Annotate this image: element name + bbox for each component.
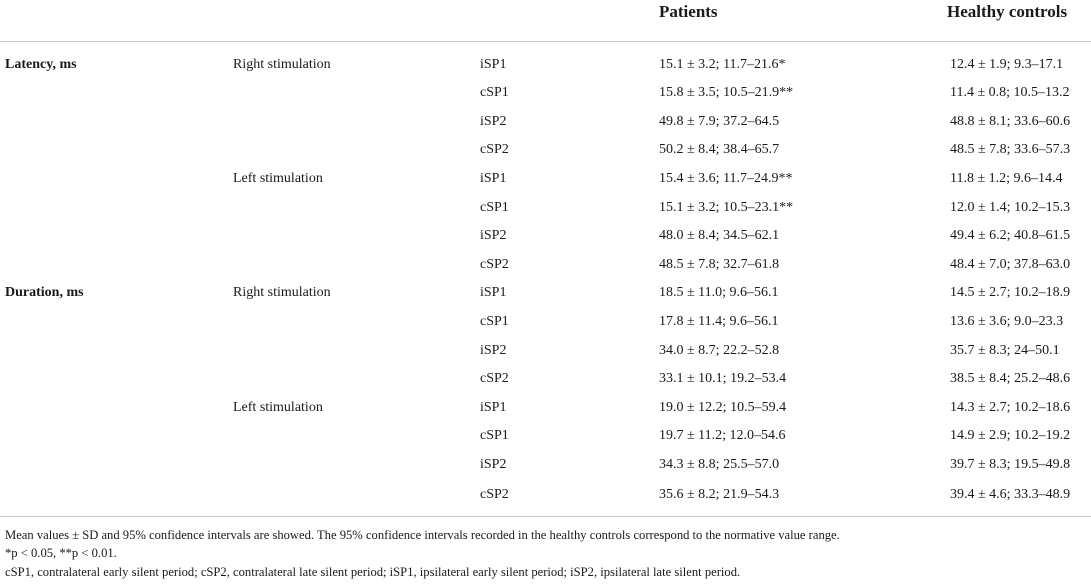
- table-row: [0, 165, 1091, 194]
- row-silent-period-label: iSP2: [480, 342, 507, 358]
- row-controls-value: 13.6 ± 3.6; 9.0–23.3: [950, 314, 1064, 330]
- row-group-label: [0, 365, 231, 394]
- row-group-label: [0, 422, 231, 451]
- row-patients-value: 49.8 ± 7.9; 37.2–64.5: [659, 113, 780, 129]
- header-cell-stimulation: [231, 0, 480, 42]
- row-group-label: [0, 451, 231, 480]
- row-patients-value: 48.0 ± 8.4; 34.5–62.1: [659, 228, 780, 244]
- row-controls-value: 14.3 ± 2.7; 10.2–18.6: [950, 399, 1071, 415]
- row-controls-value: 14.9 ± 2.9; 10.2–19.2: [950, 428, 1071, 444]
- row-silent-period-label: iSP2: [480, 228, 507, 244]
- table-row: [0, 451, 1091, 480]
- row-group-label: [0, 394, 231, 423]
- row-controls-value: 12.0 ± 1.4; 10.2–15.3: [950, 199, 1071, 215]
- row-controls-value: 11.4 ± 0.8; 10.5–13.2: [950, 85, 1070, 101]
- row-group-label: [0, 251, 231, 280]
- row-controls-value: 39.4 ± 4.6; 33.3–48.9: [944, 479, 1091, 517]
- header-cell-patients: Patients: [648, 0, 944, 42]
- row-stimulation-label: [231, 251, 480, 280]
- table-row: [0, 422, 1091, 451]
- row-patients-value: 15.4 ± 3.6; 11.7–24.9**: [659, 171, 793, 187]
- table-row: [0, 222, 1091, 251]
- footnote-significance: *p < 0.05, **p < 0.01.: [5, 546, 117, 561]
- row-group-label: [0, 308, 231, 337]
- row-stimulation-label: Right stimulation: [233, 56, 331, 72]
- table-row: [0, 193, 1091, 222]
- row-stimulation-label: [231, 479, 480, 517]
- row-stimulation-label: Left stimulation: [233, 171, 323, 187]
- table-body: [0, 42, 1091, 517]
- row-patients-value: 33.1 ± 10.1; 19.2–53.4: [659, 371, 787, 387]
- row-patients-value: 15.1 ± 3.2; 11.7–21.6*: [659, 56, 786, 72]
- table-row: [0, 108, 1091, 137]
- row-controls-value: 14.5 ± 2.7; 10.2–18.9: [950, 285, 1071, 301]
- row-silent-period-label: cSP1: [480, 314, 509, 330]
- row-stimulation-label: [231, 422, 480, 451]
- table-row: [0, 136, 1091, 165]
- row-silent-period-label: cSP1: [480, 85, 509, 101]
- row-stimulation-label: [231, 336, 480, 365]
- table-row: [0, 279, 1091, 308]
- row-patients-value: 17.8 ± 11.4; 9.6–56.1: [659, 314, 779, 330]
- row-stimulation-label: [231, 308, 480, 337]
- row-controls-value: 11.8 ± 1.2; 9.6–14.4: [950, 171, 1063, 187]
- row-patients-value: 48.5 ± 7.8; 32.7–61.8: [659, 256, 780, 272]
- row-group-label: [0, 193, 231, 222]
- row-group-label: [0, 165, 231, 194]
- row-patients-value: 15.8 ± 3.5; 10.5–21.9**: [659, 85, 794, 101]
- table-footnotes: [5, 526, 1085, 581]
- row-group-label: [0, 108, 231, 137]
- row-silent-period-label: iSP2: [480, 457, 507, 473]
- row-group-label: Duration, ms: [5, 285, 84, 301]
- row-stimulation-label: [231, 222, 480, 251]
- table-row: [0, 394, 1091, 423]
- footnote-abbreviations: cSP1, contralateral early silent period; cSP2, contralateral late silent period; iSP1, ipsilateral early silent period; iSP2, ipsilateral late silent period.: [5, 564, 741, 579]
- table-row: [0, 365, 1091, 394]
- header-row: [0, 0, 1091, 42]
- row-group-label: [0, 336, 231, 365]
- row-silent-period-label: iSP2: [480, 113, 507, 129]
- row-stimulation-label: [231, 108, 480, 137]
- row-controls-value: 39.7 ± 8.3; 19.5–49.8: [950, 457, 1071, 473]
- row-stimulation-label: [231, 193, 480, 222]
- row-group-label: [0, 222, 231, 251]
- row-silent-period-label: iSP1: [480, 171, 507, 187]
- row-patients-value: 34.0 ± 8.7; 22.2–52.8: [659, 342, 780, 358]
- row-silent-period-label: iSP1: [480, 399, 507, 415]
- row-patients-value: 15.1 ± 3.2; 10.5–23.1**: [659, 199, 794, 215]
- row-silent-period-label: cSP1: [480, 199, 509, 215]
- row-patients-value: 19.7 ± 11.2; 12.0–54.6: [659, 428, 786, 444]
- row-group-label: Latency, ms: [5, 56, 77, 72]
- row-group-label: [0, 479, 231, 517]
- row-controls-value: 38.5 ± 8.4; 25.2–48.6: [950, 371, 1071, 387]
- header-cell-healthy-controls: Healthy controls: [944, 0, 1091, 42]
- row-patients-value: 35.6 ± 8.2; 21.9–54.3: [648, 479, 944, 517]
- row-silent-period-label: cSP2: [480, 371, 509, 387]
- header-cell-group: [0, 0, 231, 42]
- row-stimulation-label: [231, 79, 480, 108]
- row-silent-period-label: cSP1: [480, 428, 509, 444]
- row-stimulation-label: Right stimulation: [233, 285, 331, 301]
- row-controls-value: 49.4 ± 6.2; 40.8–61.5: [950, 228, 1071, 244]
- table-row: [0, 79, 1091, 108]
- row-silent-period-label: iSP1: [480, 56, 507, 72]
- row-group-label: [0, 79, 231, 108]
- row-controls-value: 48.8 ± 8.1; 33.6–60.6: [950, 113, 1071, 129]
- row-silent-period-label: cSP2: [480, 479, 648, 517]
- row-stimulation-label: [231, 136, 480, 165]
- row-controls-value: 12.4 ± 1.9; 9.3–17.1: [950, 56, 1064, 72]
- row-group-label: [0, 136, 231, 165]
- footnote-methods: Mean values ± SD and 95% confidence intervals are showed. The 95% confidence intervals recorded in the healthy controls correspond to the normative value range.: [5, 528, 840, 542]
- row-silent-period-label: cSP2: [480, 142, 509, 158]
- row-stimulation-label: [231, 365, 480, 394]
- table-row: [0, 42, 1091, 80]
- row-controls-value: 48.5 ± 7.8; 33.6–57.3: [950, 142, 1071, 158]
- row-silent-period-label: iSP1: [480, 285, 507, 301]
- row-patients-value: 19.0 ± 12.2; 10.5–59.4: [659, 399, 787, 415]
- row-controls-value: 35.7 ± 8.3; 24–50.1: [950, 342, 1060, 358]
- row-patients-value: 18.5 ± 11.0; 9.6–56.1: [659, 285, 779, 301]
- table-row: [0, 251, 1091, 280]
- row-controls-value: 48.4 ± 7.0; 37.8–63.0: [950, 256, 1071, 272]
- row-silent-period-label: cSP2: [480, 256, 509, 272]
- row-stimulation-label: [231, 451, 480, 480]
- row-patients-value: 50.2 ± 8.4; 38.4–65.7: [659, 142, 780, 158]
- row-patients-value: 34.3 ± 8.8; 25.5–57.0: [659, 457, 780, 473]
- row-stimulation-label: Left stimulation: [233, 399, 323, 415]
- table-row: [0, 308, 1091, 337]
- table-header: [0, 0, 1091, 42]
- header-cell-silent-period: [480, 0, 648, 42]
- table-row: [0, 336, 1091, 365]
- table-row: [0, 479, 1091, 517]
